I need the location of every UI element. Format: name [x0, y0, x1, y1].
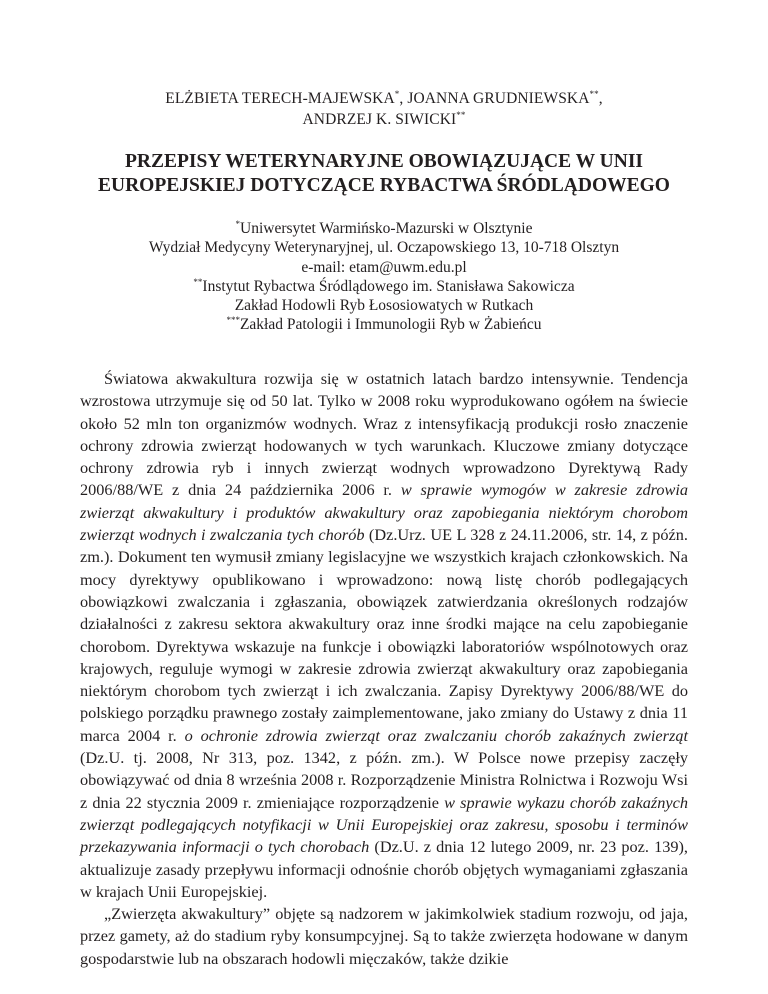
paragraph-1-text-a: Światowa akwakultura rozwija się w ostatnich latach bardzo intensywnie. Tendencja wzrostowa utrzymuje się od 50 lat. Tylko w 2008 roku wyprodukowano ogółem na świecie około 52 mln ton organizmów wodnych. Wraz z intensyfikacją produkcji rosło znaczenie ochrony zdrowia zwierząt hodowanych w tych warunkach. Kluczowe zmiany dotyczące ochrony zdrowia ryb i innych zwierząt wodnych wprowadzono Dyrektywą Rady 2006/88/WE z dnia 24 października 2006 r. [80, 369, 688, 500]
affiliation-email: e-mail: etam@uwm.edu.pl [301, 258, 467, 276]
author-3: ANDRZEJ K. SIWICKI [302, 111, 457, 128]
paragraph-1-text-b: (Dz.Urz. UE L 328 z 24.11.2006, str. 14, z późn. zm.). Dokument ten wymusił zmiany legislacyjne we wszystkich krajach członkowskich. Na mocy dyrektywy opublikowano i wprowadzono: nową listę chorób podlegających obowiązkowi zwalczania i zgłaszania, obowiązek zatwierdzania określonych rodzajów działalności z zakresu sektora akwakultury oraz inne środki mające na celu zapobieganie chorobom. Dyrektywa wskazuje na funkcje i obowiązki laboratoriów wspólnotowych oraz krajowych, reguluje wymogi w zakresie zdrowia zwierząt akwakultury oraz zapobiegania niektórym chorobom tych zwierząt i ich zwalczania. Zapisy Dyrektywy 2006/88/WE do polskiego porządku prawnego zostały zaimplementowane, jako zmiany do Ustawy z dnia 11 marca 2004 r. [80, 525, 688, 745]
act-title: o ochronie zdrowia zwierząt oraz zwalczaniu chorób zakaźnych zwierząt [184, 725, 688, 745]
paper-title [60, 150, 708, 198]
author-1: ELŻBIETA TERECH-MAJEWSKA [165, 90, 395, 107]
author-line-1 [80, 88, 688, 109]
paragraph-1 [80, 368, 688, 903]
directive-title: w sprawie wymogów w zakresie zdrowia zwierząt akwakultury i produktów akwakultury oraz zapobiegania niektórym chorobom zwierząt wodnych i zwalczania tych chorób [80, 480, 688, 545]
author-list [80, 88, 688, 130]
body-text [80, 368, 688, 970]
affiliation-1-text: Uniwersytet Warmińsko-Mazurski w Olsztynie [240, 220, 533, 237]
author-1-mark: * [394, 88, 400, 99]
affiliation-1 [80, 219, 688, 238]
author-2-mark: ** [589, 88, 599, 99]
affiliation-department: Wydział Medycyny Weterynaryjnej, ul. Oczapowskiego 13, 10-718 Olsztyn [148, 239, 620, 257]
author-2: , JOANNA GRUDNIEWSKA [399, 90, 590, 107]
title-line-2: EUROPEJSKIEJ DOTYCZĄCE RYBACTWA ŚRÓDLĄDOWEGO [98, 175, 670, 196]
affiliation-2-text: Instytut Rybactwa Śródlądowego im. Stanisława Sakowicza [202, 277, 575, 295]
author-separator: , [598, 90, 603, 107]
title-line-1: PRZEPISY WETERYNARYJNE OBOWIĄZUJĄCE W UNII [125, 151, 643, 172]
affiliation-1-mark: * [235, 218, 240, 229]
paragraph-1-text-d: (Dz.U. z dnia 12 lutego 2009, nr. 23 poz. 139), aktualizuje zasady przepływu informacji odnośnie chorób objętych wymaganiami zgłaszania w krajach Unii Europejskiej. [80, 837, 688, 901]
affiliation-3-mark: *** [226, 315, 240, 326]
affiliation-2-unit: Zakład Hodowli Ryb Łososiowatych w Rutkach [234, 297, 534, 315]
regulation-title: w sprawie wykazu chorób zakaźnych zwierząt podlegających notyfikacji w Unii Europejskiej oraz zakresu, sposobu i terminów przekazywania informacji o tych chorobach [80, 792, 688, 857]
paragraph-1-text-c: (Dz.U. tj. 2008, Nr 313, poz. 1342, z późn. zm.). W Polsce nowe przepisy zaczęły obowiązywać od dnia 8 września 2008 r. Rozporządzenie Ministra Rolnictwa i Rozwoju Wsi z dnia 22 stycznia 2009 r. zmieniające rozporządzenie [80, 748, 688, 812]
author-line-2 [80, 109, 688, 130]
affiliation-3 [80, 315, 688, 334]
author-3-mark: ** [456, 109, 466, 120]
paragraph-2: „Zwierzęta akwakultury” objęte są nadzorem w jakimkolwiek stadium rozwoju, od jaja, przez gamety, aż do stadium ryby konsumpcyjnej. Są to także zwierzęta hodowane w danym gospodarstwie lub na obszarach hodowli mięczaków, także dzikie [80, 904, 688, 968]
affiliation-3-text: Zakład Patologii i Immunologii Ryb w Żabieńcu [239, 316, 542, 334]
affiliation-2-mark: ** [193, 276, 203, 287]
affiliations [80, 219, 688, 335]
affiliation-2 [80, 277, 688, 296]
